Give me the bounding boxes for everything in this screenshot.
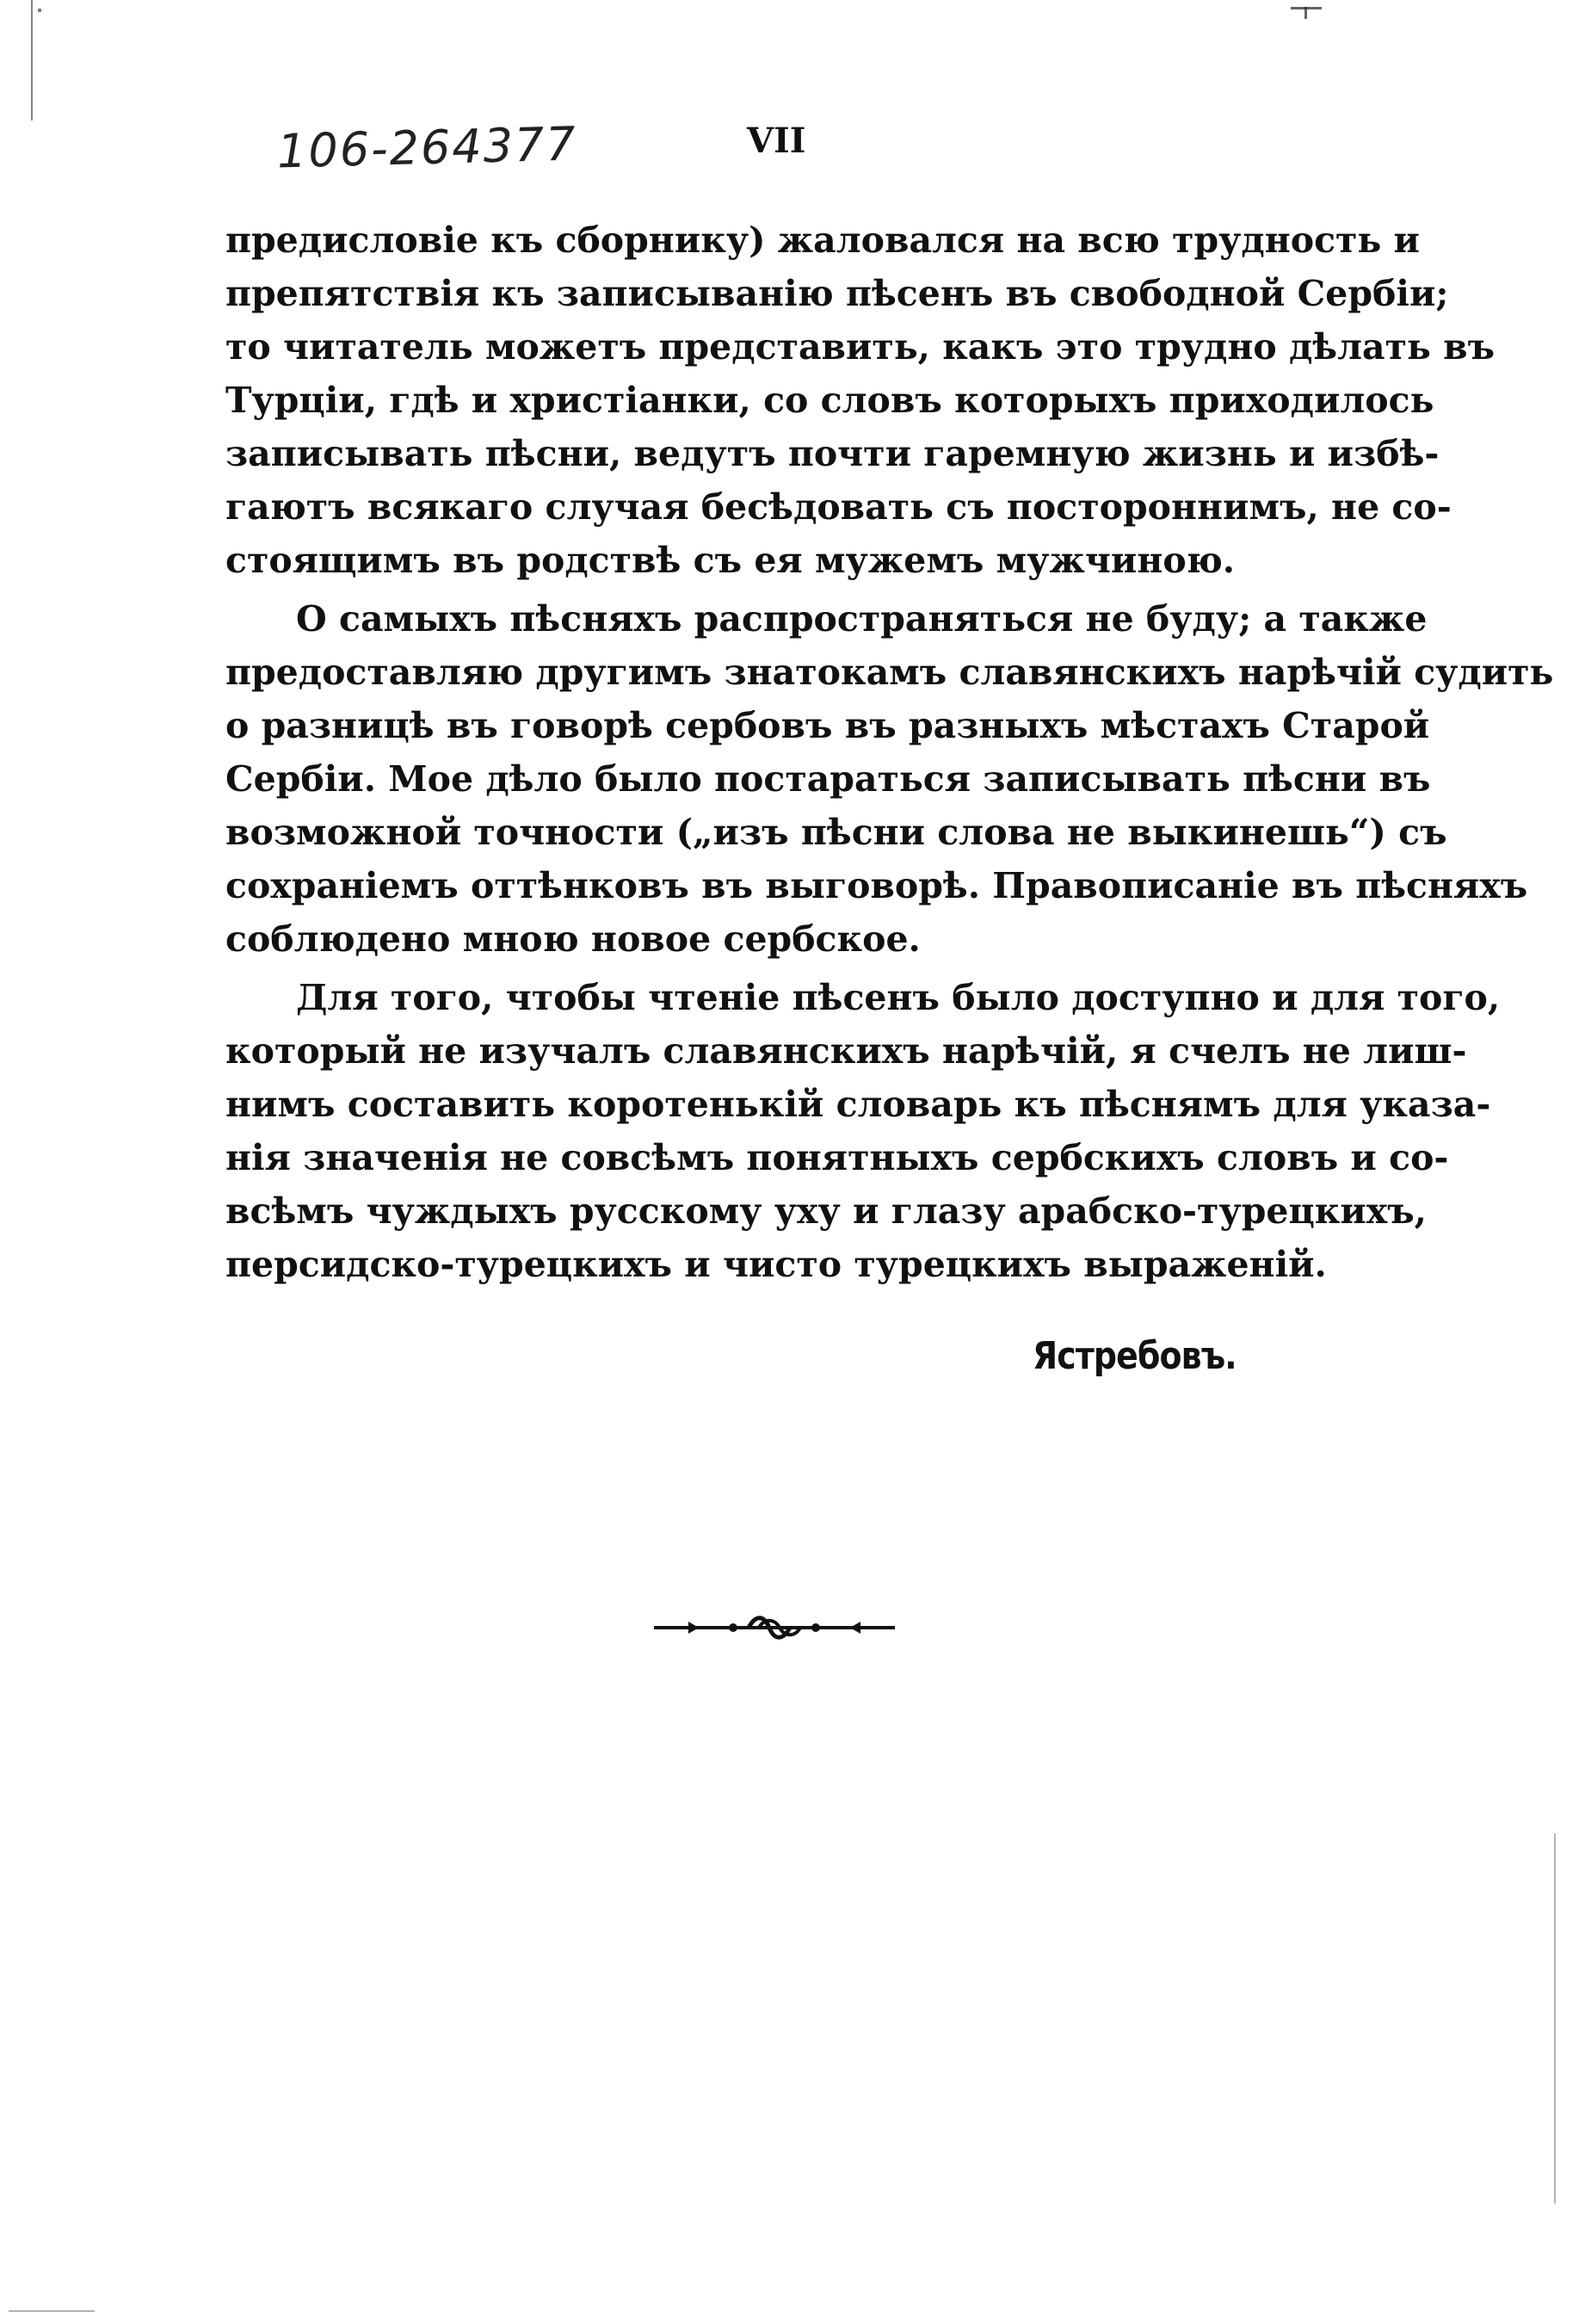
text-line: записывать пѣсни, ведутъ почти гаремную жизнь и избѣ- <box>225 433 1440 474</box>
handwritten-catalog-number: 106-264377 <box>276 116 578 179</box>
text-line: предисловіе къ сборнику) жаловался на всю трудность и <box>225 219 1420 261</box>
scan-edge-mark <box>1554 1833 1556 2203</box>
text-line: соблюдено мною новое сербское. <box>225 918 921 960</box>
body-text <box>225 213 1554 1291</box>
text-line: то читатель можетъ представить, какъ это трудно дѣлать въ <box>225 326 1496 368</box>
scan-edge-mark <box>31 0 33 121</box>
text-line: гаютъ всякаго случая бесѣдовать съ постороннимъ, не со- <box>225 486 1452 528</box>
page-number: VII <box>747 121 806 161</box>
text-line: персидско-турецкихъ и чисто турецкихъ выраженій. <box>225 1244 1327 1285</box>
scan-edge-mark <box>1304 7 1307 19</box>
text-line: О самыхъ пѣсняхъ распространяться не буду; а также <box>296 598 1428 640</box>
ornament-divider-icon <box>654 1610 895 1644</box>
text-line: Турціи, гдѣ и христіанки, со словъ которыхъ приходилось <box>225 380 1434 421</box>
text-line: о разницѣ въ говорѣ сербовъ въ разныхъ мѣстахъ Старой <box>225 705 1430 746</box>
text-line: который не изучалъ славянскихъ нарѣчій, я счелъ не лиш- <box>225 1030 1467 1072</box>
text-line: нимъ составить коротенькій словарь къ пѣснямъ для указа- <box>225 1084 1491 1125</box>
scan-edge-mark <box>9 2310 95 2312</box>
text-line: всѣмъ чуждыхъ русскому уху и глазу арабско-турецкихъ, <box>225 1190 1427 1232</box>
text-line: возможной точности („изъ пѣсни слова не выкинешь“) съ <box>225 812 1447 853</box>
author-signature: Ястребовъ. <box>1033 1334 1237 1378</box>
text-line: препятствія къ записыванію пѣсенъ въ свободной Сербіи; <box>225 273 1449 314</box>
text-line: сохраніемъ оттѣнковъ въ выговорѣ. Правописаніе въ пѣсняхъ <box>225 865 1528 906</box>
text-line: предоставляю другимъ знатокамъ славянскихъ нарѣчій судить <box>225 652 1554 693</box>
text-line: нія значенія не совсѣмъ понятныхъ сербскихъ словъ и со- <box>225 1137 1449 1178</box>
text-line: Сербіи. Мое дѣло было постараться записывать пѣсни въ <box>225 758 1431 800</box>
scan-edge-mark <box>38 9 41 12</box>
text-line: Для того, чтобы чтеніе пѣсенъ было доступно и для того, <box>296 977 1501 1018</box>
text-line: стоящимъ въ родствѣ съ ея мужемъ мужчиною. <box>225 540 1236 581</box>
